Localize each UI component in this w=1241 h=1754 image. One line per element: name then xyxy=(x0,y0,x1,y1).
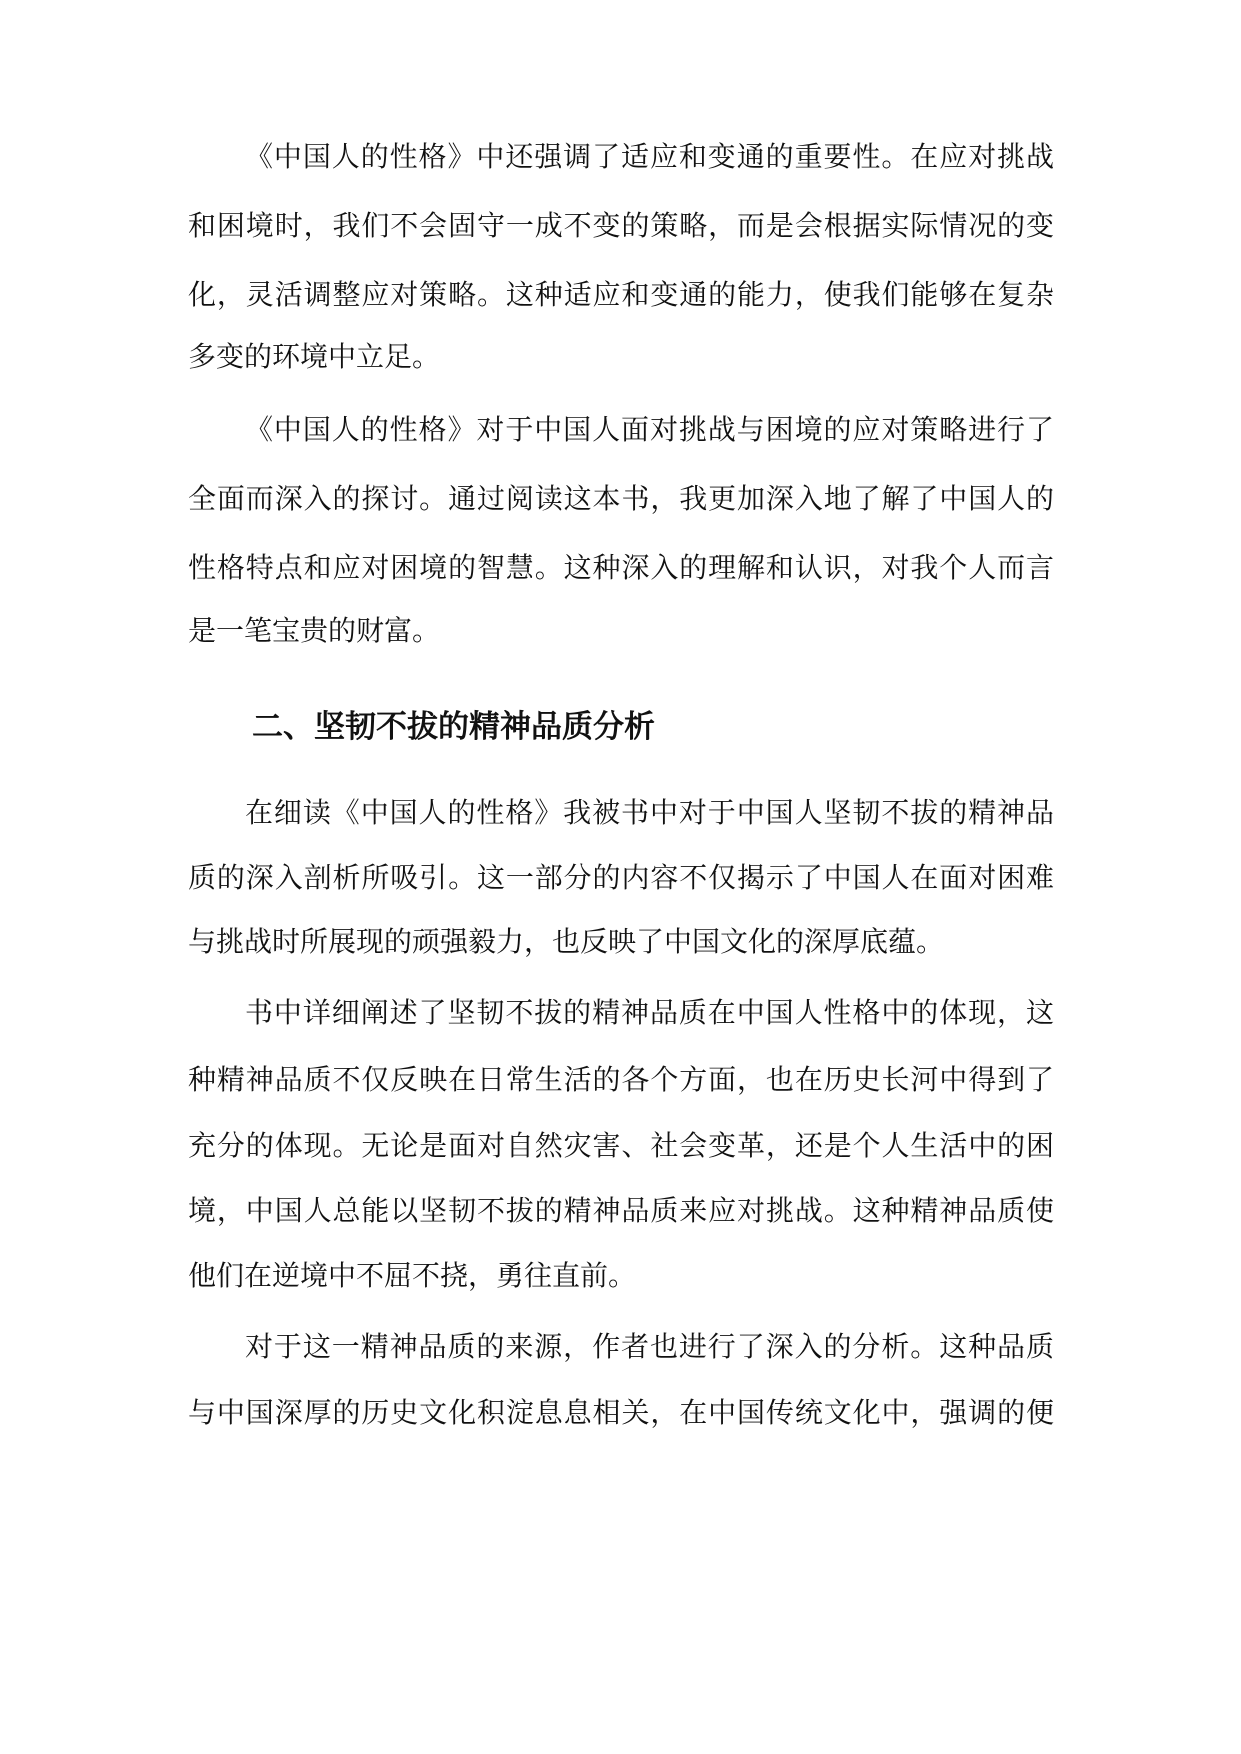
paragraph-2-line-2: 全面而深入的探讨。通过阅读这本书，我更加深入地了解了中国人的 xyxy=(188,482,1054,515)
section-heading: 二、坚韧不拔的精神品质分析 xyxy=(252,709,655,745)
paragraph-1-line-3: 化，灵活调整应对策略。这种适应和变通的能力，使我们能够在复杂 xyxy=(188,278,1054,311)
paragraph-2-line-1: 《中国人的性格》对于中国人面对挑战与困境的应对策略进行了 xyxy=(245,413,1054,446)
paragraph-1-line-2: 和困境时，我们不会固守一成不变的策略，而是会根据实际情况的变 xyxy=(188,209,1054,242)
paragraph-2-line-4: 是一笔宝贵的财富。 xyxy=(188,614,441,647)
paragraph-4-line-4: 境，中国人总能以坚韧不拔的精神品质来应对挑战。这种精神品质使 xyxy=(188,1194,1054,1227)
paragraph-2-line-3: 性格特点和应对困境的智慧。这种深入的理解和认识，对我个人而言 xyxy=(188,551,1054,584)
paragraph-4-line-1: 书中详细阐述了坚韧不拔的精神品质在中国人性格中的体现，这 xyxy=(245,996,1054,1029)
paragraph-1-line-4: 多变的环境中立足。 xyxy=(188,340,441,373)
paragraph-5-line-2: 与中国深厚的历史文化积淀息息相关，在中国传统文化中，强调的便 xyxy=(188,1396,1054,1429)
paragraph-3-line-3: 与挑战时所展现的顽强毅力，也反映了中国文化的深厚底蕴。 xyxy=(188,925,945,958)
paragraph-4-line-5: 他们在逆境中不屈不挠，勇往直前。 xyxy=(188,1259,637,1292)
paragraph-3-line-1: 在细读《中国人的性格》我被书中对于中国人坚韧不拔的精神品 xyxy=(245,796,1054,829)
paragraph-5-line-1: 对于这一精神品质的来源，作者也进行了深入的分析。这种品质 xyxy=(245,1330,1054,1363)
paragraph-4-line-2: 种精神品质不仅反映在日常生活的各个方面，也在历史长河中得到了 xyxy=(188,1063,1054,1096)
paragraph-1-line-1: 《中国人的性格》中还强调了适应和变通的重要性。在应对挑战 xyxy=(245,140,1054,173)
paragraph-4-line-3: 充分的体现。无论是面对自然灾害、社会变革，还是个人生活中的困 xyxy=(188,1129,1054,1162)
paragraph-3-line-2: 质的深入剖析所吸引。这一部分的内容不仅揭示了中国人在面对困难 xyxy=(188,861,1054,894)
